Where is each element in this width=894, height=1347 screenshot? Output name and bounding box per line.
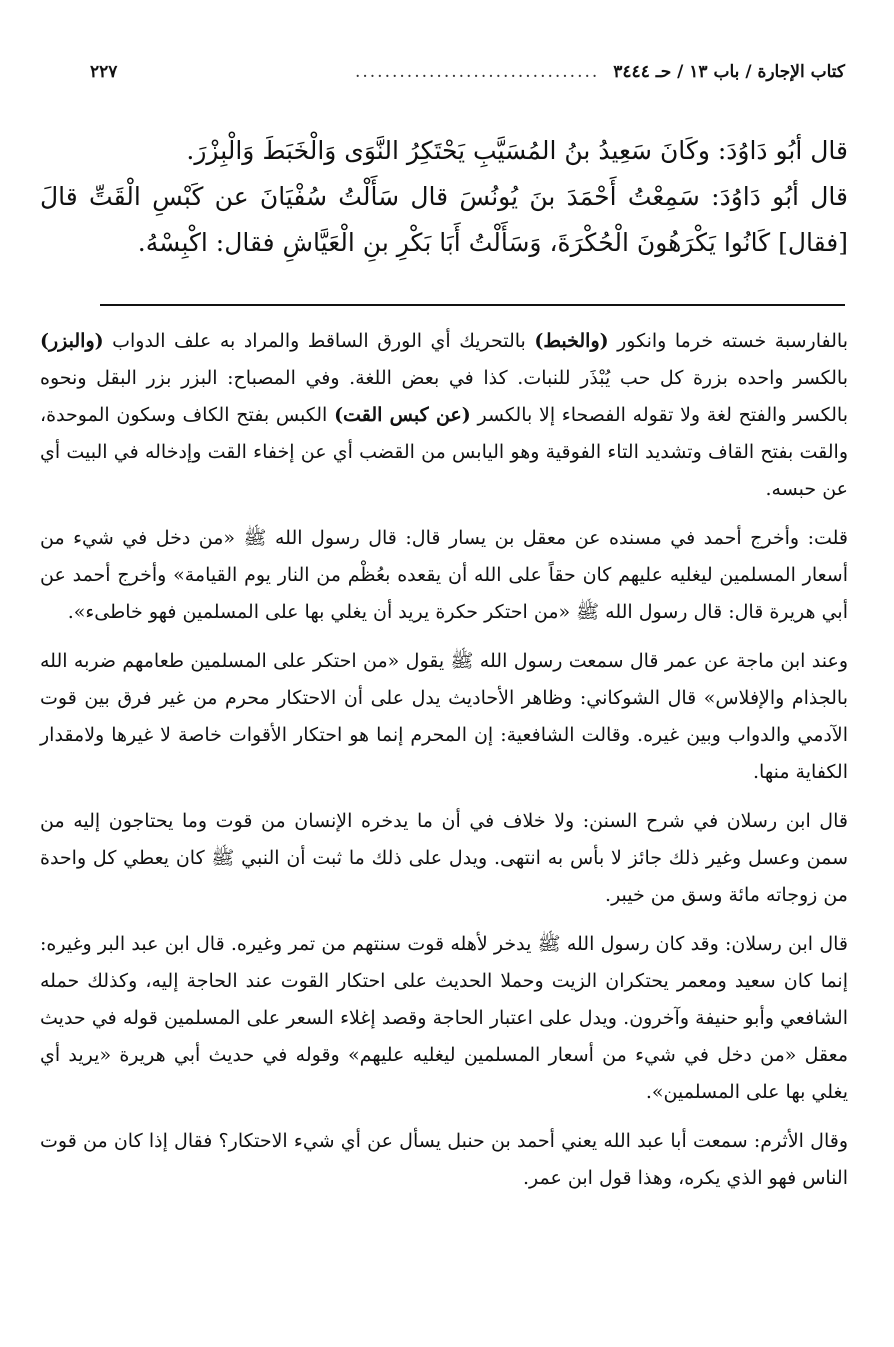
commentary-text	[40, 323, 848, 1209]
page-number: ٢٢٧	[90, 62, 118, 82]
commentary-paragraph-3: وعند ابن ماجة عن عمر قال سمعت رسول الله ﷺ يقول «من احتكر على المسلمين طعامهم ضربه الله بالجذام والإفلاس» قال الشوكاني: وظاهر الأحاديث يدل على أن الاحتكار محرم من غير فرق بين قوت الآدمي والدواب وبين غيره. وقالت الشافعية: إن المحرم إنما هو احتكار الأقوات خاصة لا غيرها ولامقدار الكفاية منها.	[40, 650, 848, 783]
bold-term-bizr: (والبزر)	[40, 330, 104, 352]
separator-line	[100, 304, 845, 306]
commentary-paragraph-6: وقال الأثرم: سمعت أبا عبد الله يعني أحمد بن حنبل يسأل عن أي شيء الاحتكار؟ فقال إذا كان من قوت الناس فهو الذي يكره، وهذا قول ابن عمر.	[40, 1130, 848, 1189]
bold-term-kabs-alqatt: (عن كبس القت)	[334, 404, 471, 426]
commentary-text-run: بالفارسبة خسته خرما وانكور	[608, 330, 848, 352]
hadith-paragraph-1: قال أبُو دَاوُدَ: وكَانَ سَعِيدُ بنُ المُسَيَّبِ يَحْتَكِرُ النَّوَى وَالْخَبَطَ وَالْبِزْرَ.	[186, 136, 848, 165]
commentary-text-run: بالتحريك أي الورق الساقط والمراد به علف الدواب	[103, 330, 535, 352]
header-title: كتاب الإجارة / باب ١٣ / حـ ٣٤٤٤	[613, 62, 845, 82]
header-leader-dots: .................................	[354, 62, 600, 82]
hadith-text	[40, 128, 848, 266]
commentary-text-run: الكبس بفتح الكاف وسكون الموحدة، والقت بفتح القاف وتشديد التاء الفوقية وهو اليابس من القضب أي عن إخفاء القت وإدخاله في البيت أي عن حبسه.	[40, 404, 848, 500]
commentary-text-run: بالكسر واحده بزرة كل حب يُبْذَر للنبات. كذا في بعض اللغة. وفي المصباح: البزر بزر البقل ونحوه بالكسر والفتح لغة ولا تقوله الفصحاء إلا بالكسر	[40, 367, 849, 426]
hadith-paragraph-2: قال أبُو دَاوُدَ: سَمِعْتُ أَحْمَدَ بنَ يُونُسَ قال سَأَلْتُ سُفْيَانَ عن كَبْسِ الْقَتِّ قالَ [فقال] كَانُوا يَكْرَهُونَ الْحُكْرَةَ، وَسَأَلْتُ أَبَا بَكْرِ بنِ الْعَيَّاشِ فقال: اكْبِسْهُ.	[40, 182, 848, 257]
running-header	[90, 62, 845, 92]
commentary-paragraph-1	[40, 323, 848, 508]
commentary-paragraph-2: قلت: وأخرج أحمد في مسنده عن معقل بن يسار قال: قال رسول الله ﷺ «من دخل في شيء من أسعار المسلمين ليغليه عليهم كان حقاً على الله أن يقعده بعُظْم من النار يوم القيامة» وأخرج أحمد عن أبي هريرة قال: قال رسول الله ﷺ «من احتكر حكرة يريد أن يغلي بها على المسلمين فهو خاطىء».	[40, 527, 848, 623]
commentary-paragraph-5: قال ابن رسلان: وقد كان رسول الله ﷺ يدخر لأهله قوت سنتهم من تمر وغيره. قال ابن عبد البر وغيره: إنما كان سعيد ومعمر يحتكران الزيت وحملا الحديث على احتكار القوت عند الحاجة إليه، وكذلك حمله الشافعي وأبو حنيفة وآخرون. ويدل على اعتبار الحاجة وقصد إغلاء السعر على المسلمين قوله في حديث معقل «من دخل في شيء من أسعار المسلمين ليغليه عليهم» وقوله في حديث أبي هريرة «يريد أي يغلي بها على المسلمين».	[40, 933, 848, 1103]
commentary-paragraph-4: قال ابن رسلان في شرح السنن: ولا خلاف في أن ما يدخره الإنسان من قوت وما يحتاجون إليه من سمن وعسل وغير ذلك جائز لا بأس به انتهى. ويدل على ذلك ما ثبت أن النبي ﷺ كان يعطي كل واحدة من زوجاته مائة وسق من خيبر.	[40, 810, 848, 906]
bold-term-khabat: (والخبط)	[534, 330, 609, 352]
